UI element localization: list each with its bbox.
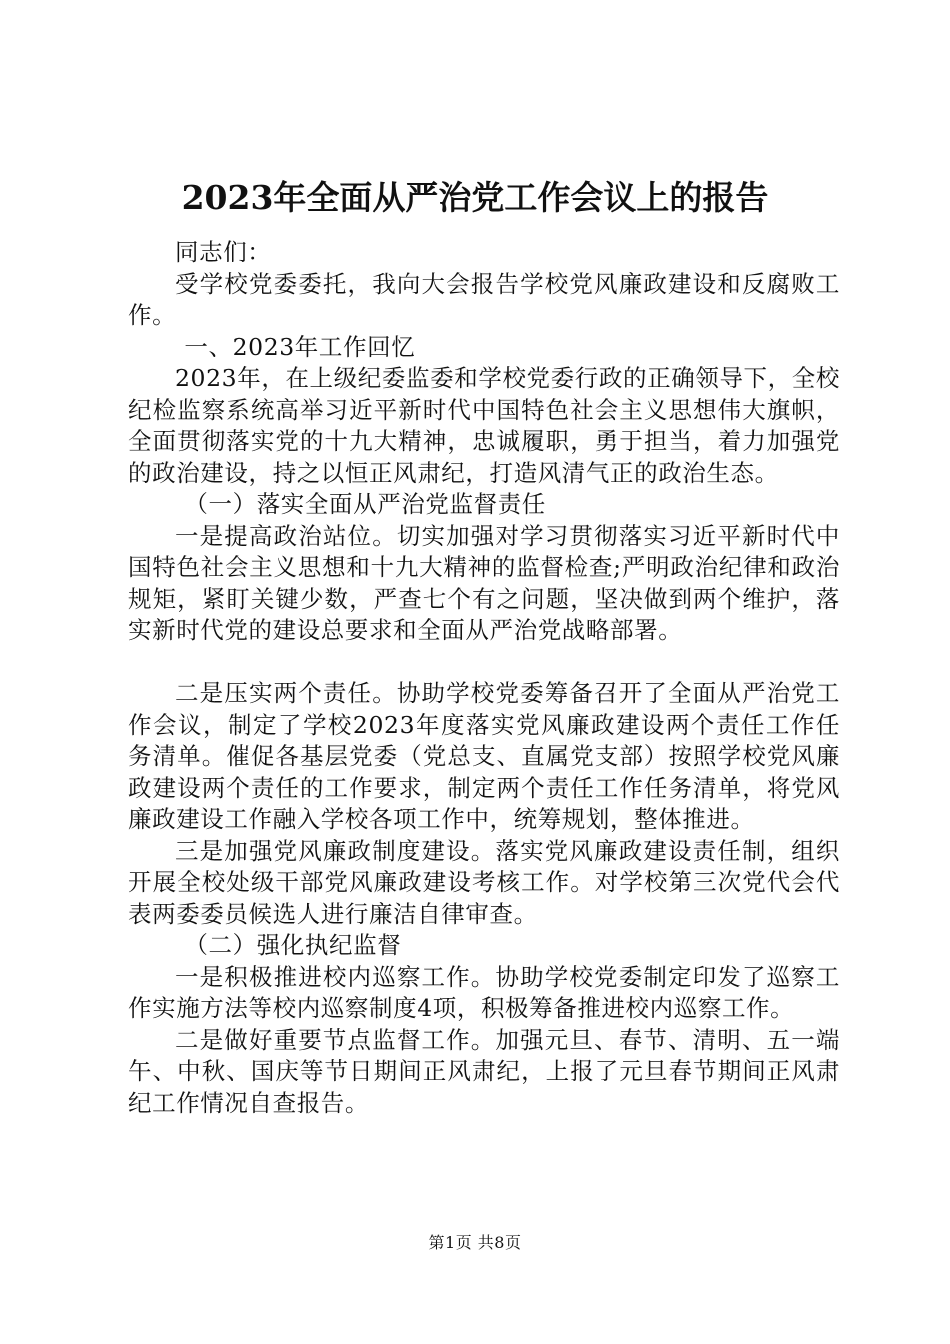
- paragraph: 一是积极推进校内巡察工作。协助学校党委制定印发了巡察工作实施方法等校内巡察制度4项，积极筹备推进校内巡察工作。: [128, 962, 840, 1022]
- subsection-heading: （二）强化执纪监督: [184, 931, 402, 959]
- section-heading: 一、2023年工作回忆: [184, 332, 416, 361]
- paragraph: 2023年，在上级纪委监委和学校党委行政的正确领导下，全校纪检监察系统高举习近平新时代中国特色社会主义思想伟大旗帜，全面贯彻落实党的十九大精神，忠诚履职，勇于担当，着力加强党的政治建设，持之以恒正风肃纪，打造风清气正的政治生态。: [128, 364, 840, 487]
- document-title: 2023年全面从严治党工作会议上的报告: [181, 178, 769, 217]
- paragraph: 一是提高政治站位。切实加强对学习贯彻落实习近平新时代中国特色社会主义思想和十九大精神的监督检查;严明政治纪律和政治规矩，紧盯关键少数，严查七个有之问题，坚决做到两个维护，落实新时代党的建设总要求和全面从严治党战略部署。: [128, 521, 840, 644]
- paragraph: 二是做好重要节点监督工作。加强元旦、春节、清明、五一端午、中秋、国庆等节日期间正风肃纪，上报了元旦春节期间正风肃纪工作情况自查报告。: [128, 1025, 840, 1117]
- document-body: [128, 237, 840, 1119]
- paragraph: 二是压实两个责任。协助学校党委筹备召开了全面从严治党工作会议，制定了学校2023年度落实党风廉政建设两个责任工作任务清单。催促各基层党委（党总支、直属党支部）按照学校党风廉政建设两个责任的工作要求，制定两个责任工作任务清单，将党风廉政建设工作融入学校各项工作中，统筹规划，整体推进。: [128, 679, 840, 833]
- salutation: 同志们：: [175, 238, 272, 266]
- subsection-heading: （一）落实全面从严治党监督责任: [184, 490, 546, 518]
- paragraph: 受学校党委委托，我向大会报告学校党风廉政建设和反腐败工作。: [128, 269, 840, 329]
- paragraph: 三是加强党风廉政制度建设。落实党风廉政建设责任制，组织开展全校处级干部党风廉政建设考核工作。对学校第三次党代会代表两委委员候选人进行廉洁自律审查。: [128, 836, 840, 928]
- page-number-footer: 第1页 共8页: [428, 1233, 522, 1252]
